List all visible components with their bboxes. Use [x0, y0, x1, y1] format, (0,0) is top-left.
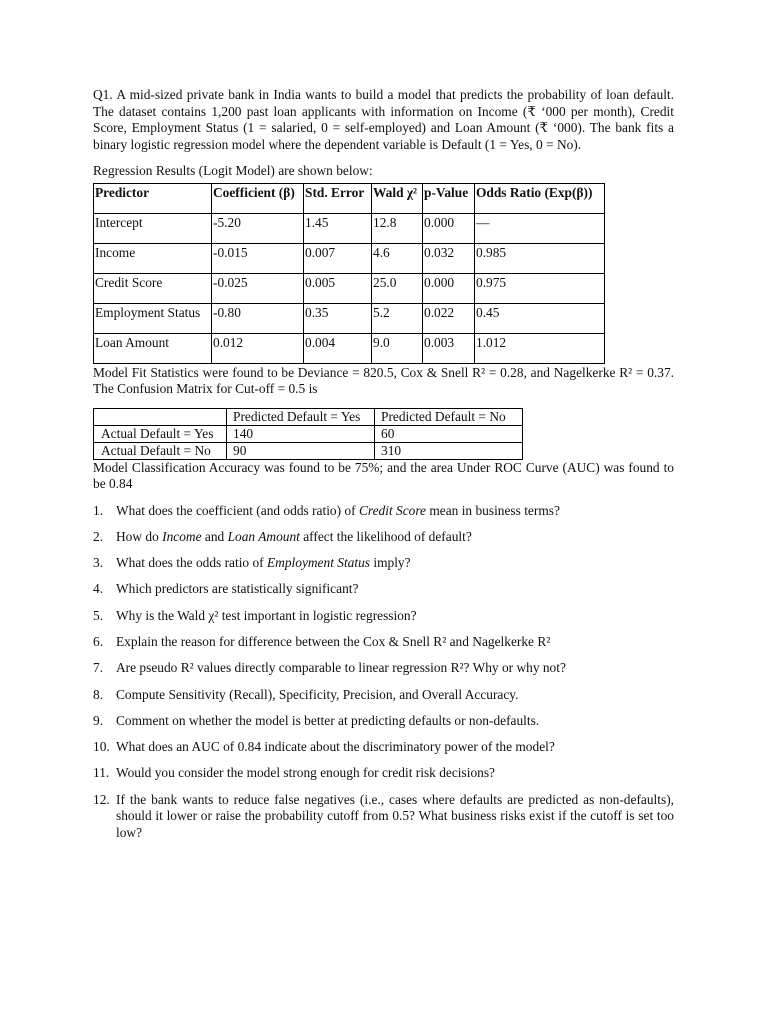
question-number: 11.	[93, 765, 110, 781]
table-cell: 9.0	[372, 333, 423, 363]
table-cell: 310	[375, 442, 523, 459]
table-cell: 0.000	[423, 273, 475, 303]
table-cell: 0.005	[304, 273, 372, 303]
table-cell: 0.45	[475, 303, 605, 333]
question-text: Comment on whether the model is better at predicting defaults or non-defaults.	[116, 712, 540, 728]
table-cell: 0.975	[475, 273, 605, 303]
table-cell: Intercept	[94, 213, 212, 243]
table-cell: 0.000	[423, 213, 475, 243]
list-item	[93, 660, 674, 677]
list-item	[93, 687, 674, 704]
table-cell: 1.45	[304, 213, 372, 243]
question-number: 12.	[93, 791, 110, 807]
question-text: What does the coefficient (and odds ratio) of	[116, 502, 359, 518]
regression-header-cell: Std. Error	[304, 183, 372, 213]
question-text: Would you consider the model strong enough for credit risk decisions?	[116, 765, 495, 781]
list-item	[93, 713, 674, 730]
table-cell: 1.012	[475, 333, 605, 363]
question-text: Are pseudo R² values directly comparable to linear regression R²? Why or why not?	[116, 660, 566, 676]
question-number: 4.	[93, 581, 104, 597]
regression-header-cell: Coefficient (β)	[212, 183, 304, 213]
confusion-corner-cell	[94, 408, 227, 425]
question-text: What does an AUC of 0.84 indicate about the discriminatory power of the model?	[116, 739, 555, 755]
table-cell: 0.985	[475, 243, 605, 273]
document-page	[93, 87, 674, 851]
question-number: 10.	[93, 739, 110, 755]
question-text: Why is the Wald χ² test important in logistic regression?	[116, 607, 417, 623]
question-text: mean in business terms?	[426, 502, 560, 518]
table-cell: -5.20	[212, 213, 304, 243]
confusion-header-cell: Predicted Default = Yes	[227, 408, 375, 425]
question-text: How do	[116, 528, 163, 544]
question-text: What does the odds ratio of	[116, 555, 267, 571]
question-text: imply?	[370, 555, 411, 571]
table-cell: —	[475, 213, 605, 243]
question-text: Explain the reason for difference between the Cox & Snell R² and Nagelkerke R²	[116, 633, 551, 649]
table-cell: 12.8	[372, 213, 423, 243]
table-row	[94, 303, 605, 333]
list-item	[93, 608, 674, 625]
list-item	[93, 765, 674, 782]
regression-header-cell: Predictor	[94, 183, 212, 213]
confusion-header-row	[94, 408, 523, 425]
regression-header-cell: p-Value	[423, 183, 475, 213]
results-caption: Regression Results (Logit Model) are shown below:	[93, 163, 373, 178]
question-number: 3.	[93, 555, 104, 571]
table-cell: 0.003	[423, 333, 475, 363]
regression-table	[93, 183, 605, 364]
regression-header-cell: Odds Ratio (Exp(β))	[475, 183, 605, 213]
table-cell: 140	[227, 425, 375, 442]
question-text: If the bank wants to reduce false negatives (i.e., cases where defaults are predicted as non-defaults), should it lower or raise the probability cutoff from 0.5? What business risks exist if the cutoff is set too low?	[116, 791, 674, 840]
table-cell: 0.007	[304, 243, 372, 273]
question-text: affect the likelihood of default?	[299, 528, 472, 544]
question-number: 5.	[93, 607, 104, 623]
question-text: Which predictors are statistically significant?	[116, 581, 359, 597]
table-cell: 0.35	[304, 303, 372, 333]
table-cell: Income	[94, 243, 212, 273]
question-number: 7.	[93, 660, 104, 676]
confusion-row-label: Actual Default = Yes	[94, 425, 227, 442]
list-item	[93, 581, 674, 598]
table-cell: -0.80	[212, 303, 304, 333]
table-cell: 90	[227, 442, 375, 459]
table-cell: 4.6	[372, 243, 423, 273]
question-number: 2.	[93, 528, 104, 544]
question-text: Compute Sensitivity (Recall), Specificity, Precision, and Overall Accuracy.	[116, 686, 519, 702]
question-number: 8.	[93, 686, 104, 702]
table-cell: 0.032	[423, 243, 475, 273]
table-cell: 25.0	[372, 273, 423, 303]
list-item	[93, 503, 674, 520]
table-cell: Credit Score	[94, 273, 212, 303]
fit-statistics-paragraph: Model Fit Statistics were found to be Deviance = 820.5, Cox & Snell R² = 0.28, and Nagelkerke R² = 0.37. The Confusion Matrix for Cut-off = 0.5 is	[93, 364, 674, 396]
question-number: 9.	[93, 712, 104, 728]
list-item	[93, 634, 674, 651]
table-cell: Loan Amount	[94, 333, 212, 363]
list-item	[93, 739, 674, 756]
table-cell: 0.022	[423, 303, 475, 333]
table-row	[94, 213, 605, 243]
table-row	[94, 243, 605, 273]
table-cell: 5.2	[372, 303, 423, 333]
question-number: 6.	[93, 633, 104, 649]
table-row	[94, 425, 523, 442]
list-item	[93, 555, 674, 572]
table-row	[94, 333, 605, 363]
confusion-matrix-table	[93, 408, 523, 460]
table-cell: 0.004	[304, 333, 372, 363]
question-list	[93, 503, 674, 842]
question-emphasis: Employment Status	[266, 555, 371, 571]
table-cell: 0.012	[212, 333, 304, 363]
intro-paragraph: Q1. A mid-sized private bank in India wants to build a model that predicts the probability of loan default. The dataset contains 1,200 past loan applicants with information on Income (₹ ‘000 per month), Credit Score, Employment Status (1 = salaried, 0 = self-employed) and Loan Amount (₹ ‘000). The bank fits a binary logistic regression model where the dependent variable is Default (1 = Yes, 0 = No).	[93, 87, 674, 152]
question-emphasis: Income	[162, 528, 202, 544]
question-number: 1.	[93, 502, 104, 518]
accuracy-paragraph: Model Classification Accuracy was found to be 75%; and the area Under ROC Curve (AUC) was found to be 0.84	[93, 459, 674, 491]
question-emphasis: Loan Amount	[227, 528, 300, 544]
regression-header-row	[94, 183, 605, 213]
list-item	[93, 529, 674, 546]
table-cell: 60	[375, 425, 523, 442]
question-emphasis: Credit Score	[358, 502, 427, 518]
table-cell: -0.015	[212, 243, 304, 273]
list-item	[93, 792, 674, 842]
table-row	[94, 442, 523, 459]
table-cell: -0.025	[212, 273, 304, 303]
regression-header-cell: Wald χ²	[372, 183, 423, 213]
table-cell: Employment Status	[94, 303, 212, 333]
confusion-row-label: Actual Default = No	[94, 442, 227, 459]
table-row	[94, 273, 605, 303]
question-text: and	[201, 528, 228, 544]
confusion-header-cell: Predicted Default = No	[375, 408, 523, 425]
